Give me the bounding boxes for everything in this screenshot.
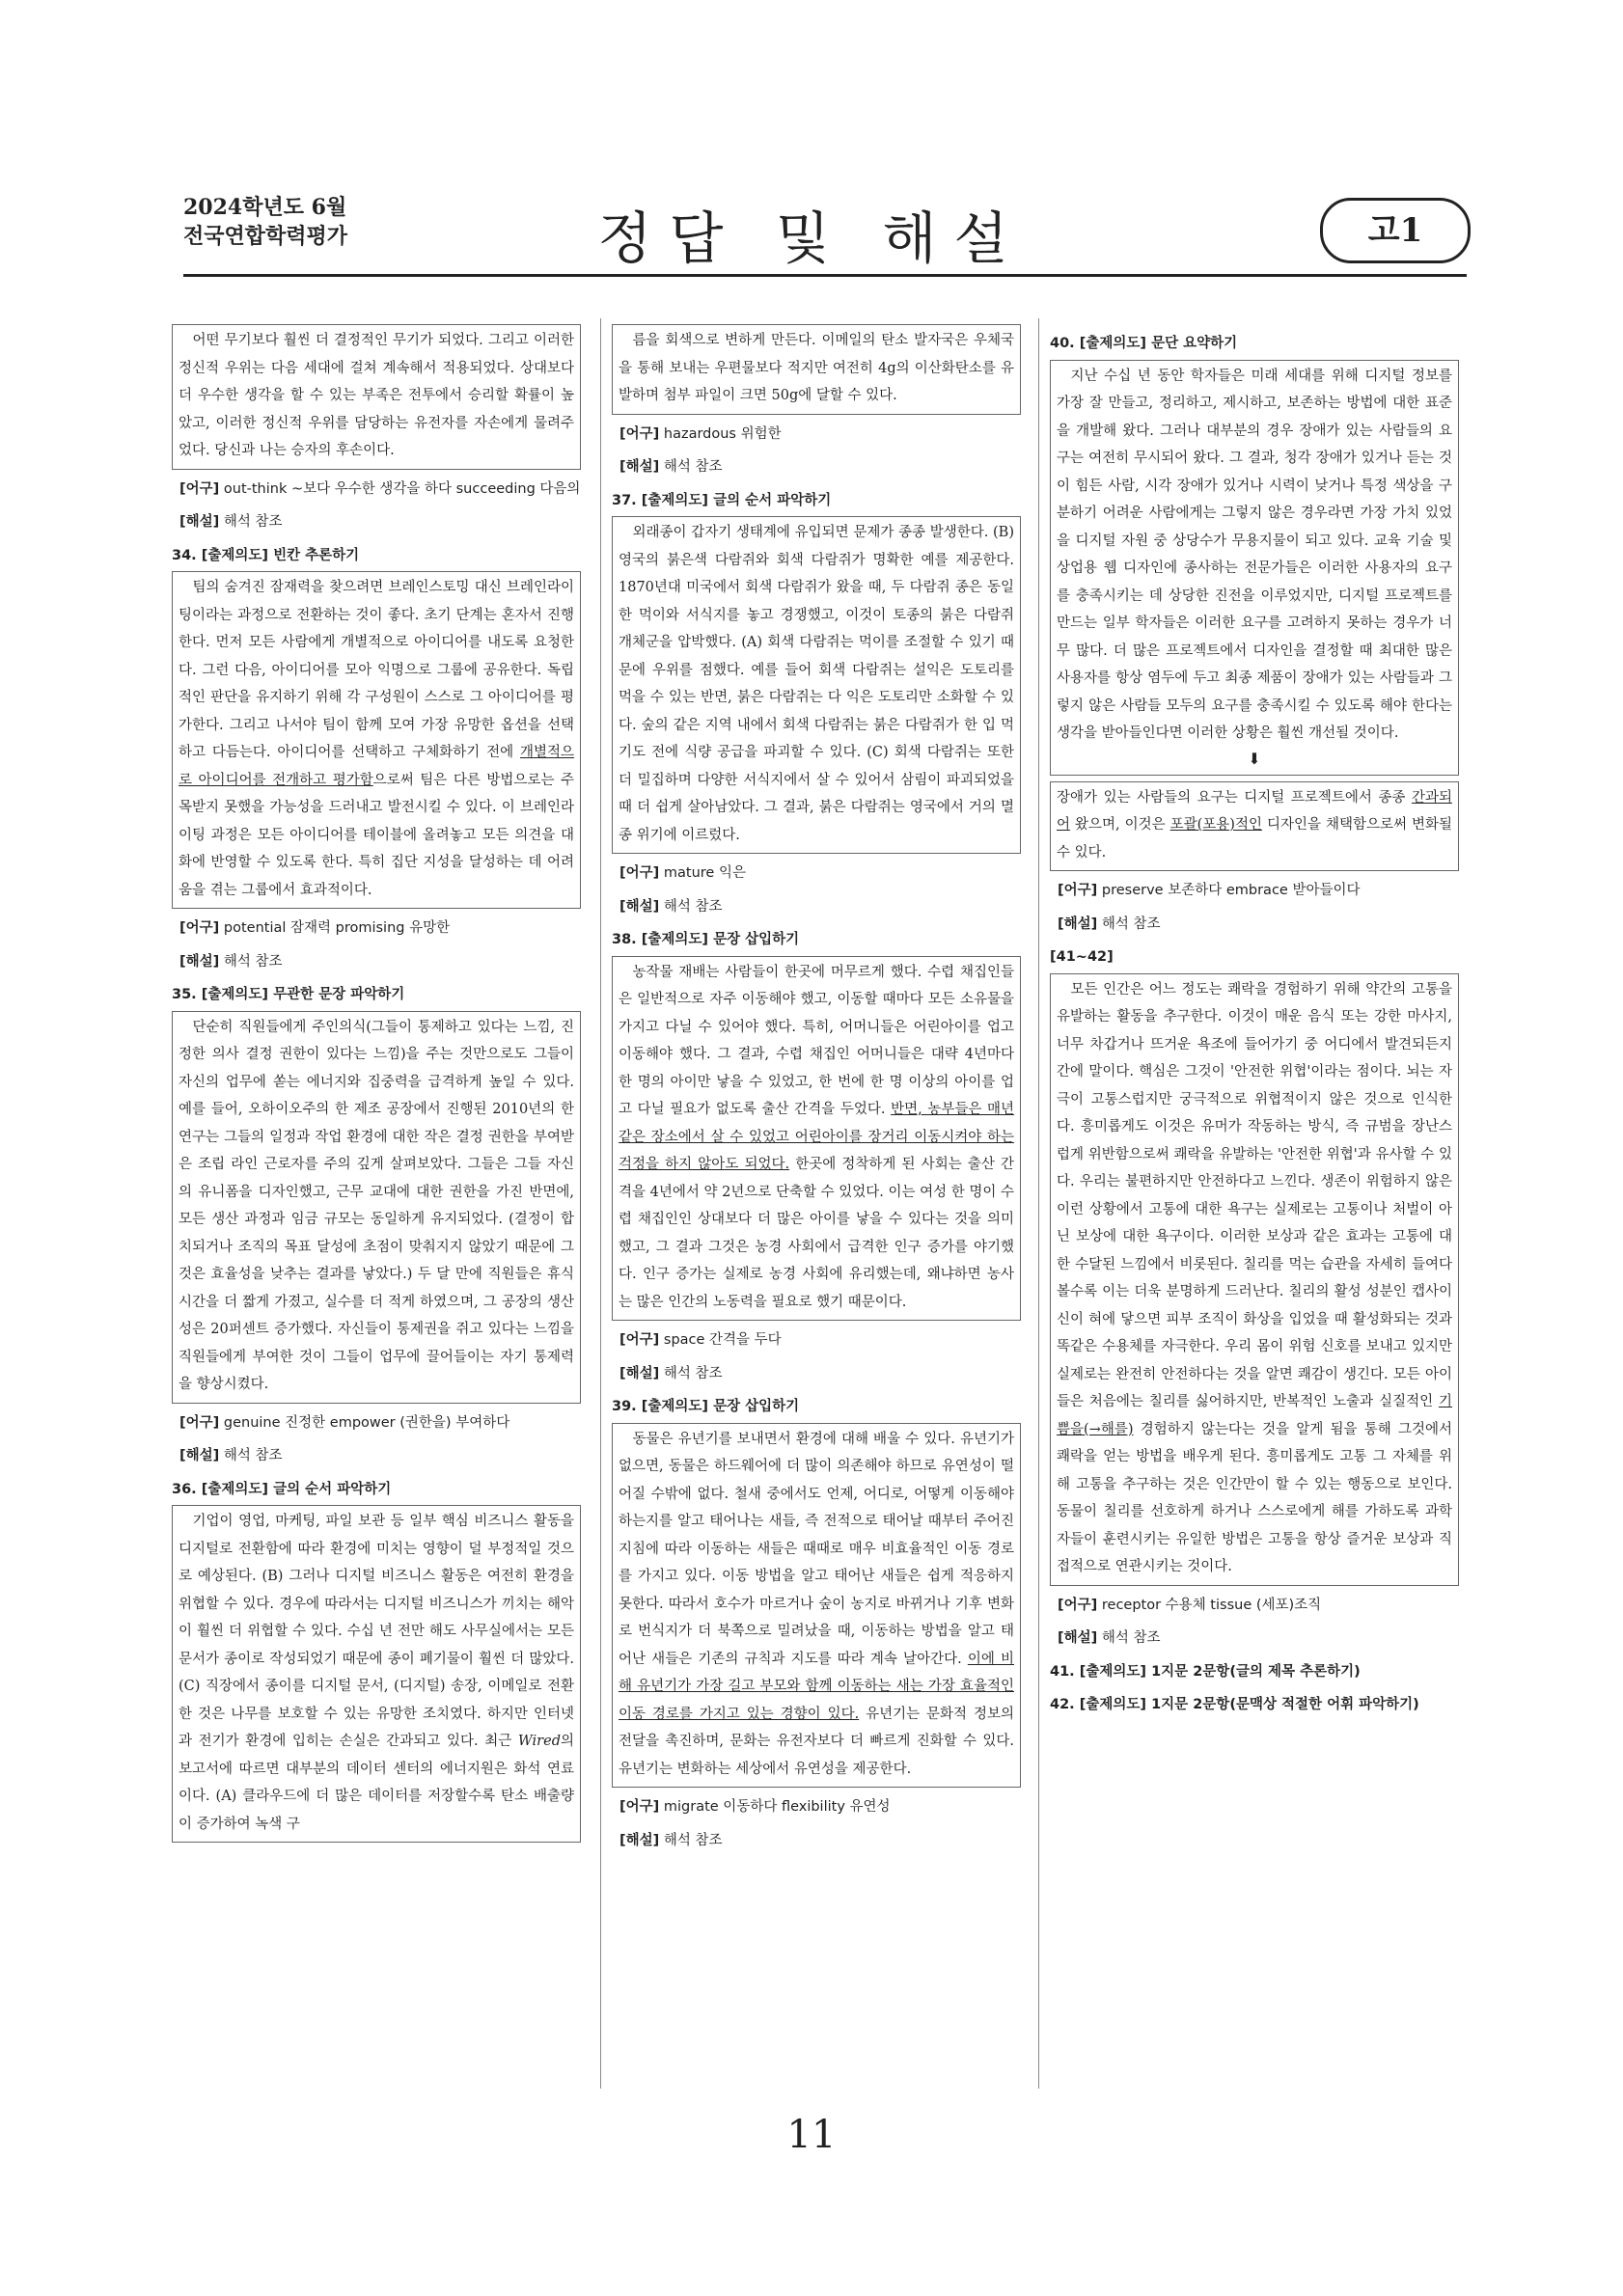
question-41-title: 41. [출제의도] 1지문 2문항(글의 제목 추론하기) [1050,1663,1361,1680]
vocab-40: [어구] preserve 보존하다 embrace 받아들이다 [1058,883,1361,898]
grade-badge: 고1 [1320,198,1471,263]
vocab-41: [어구] receptor 수용체 tissue (세포)조직 [1058,1597,1322,1613]
passage-41-42: 모든 인간은 어느 정도는 쾌락을 경험하기 위해 약간의 고통을 유발하는 활동을 추구한다. 이것이 매운 음식 또는 강한 마사지, 너무 차갑거나 뜨거운 욕조에 들어가기 중 어디에서 발견되든지 간에 말이다. 핵심은 그것이 '안전한 위협'이라는 점이다. 뇌는 자극이 고통스럽지만 궁극적으로 위협적이지 않은 것으로 인식한다. 흥미롭게도 이것은 유머가 작동하는 방식, 즉 규범을 장난스럽게 위반함으로써 쾌락을 유발하는 '안전한 위협'과 유사할 수 있다. 우리는 불편하지만 안전하다고 느낀다. 생존이 위험하지 않은 이런 상황에서 고통에 대한 욕구는 실제로는 고통이나 처벌이 아닌 보상에 대한 욕구이다. 이러한 보상과 같은 효과는 고통에 대한 수달된 느낌에서 비롯된다. 칠리를 먹는 습관을 자세히 들여다볼수록 이는 더욱 분명하게 드러난다. 칠리의 활성 성분인 캡사이신이 혀에 닿으면 피부 조직이 화상을 입었을 때 활성화되는 것과 똑같은 수용체를 자극한다. 우리 몸이 위험 신호를 보내고 있지만 실제로는 완전히 안전하다는 것을 알면 쾌감이 생긴다. 모든 아이들은 처음에는 칠리를 싫어하지만, 반복적인 노출과 실질적인 기쁨을(→해를) 경험하지 않는다는 것을 알게 됨을 통해 그것에서 쾌락을 얻는 방법을 배우게 된다. 흥미롭게도 고통 그 자체를 위해 고통을 추구하는 것은 인간만이 할 수 있는 행동으로 보인다. 동물이 칠리를 선호하게 하거나 스스로에게 해를 가하도록 과학자들이 훈련시키는 유일한 방법은 고통을 항상 즐거운 보상과 직접적으로 연관시키는 것이다. [1050,973,1459,1586]
passage-39: 동물은 유년기를 보내면서 환경에 대해 배울 수 있다. 유년기가 없으면, 동물은 하드웨어에 더 많이 의존해야 하므로 유연성이 떨어질 수밖에 없다. 철새 중에서도 언제, 어디로, 어떻게 이동해야 하는지를 알고 태어나는 새들, 즉 전적으로 태어날 때부터 주어진 지침에 따라 이동하는 새들은 때때로 매우 비효율적인 이동 경로를 가지고 있다. 이동 방법을 알고 태어난 새들은 쉽게 적응하지 못한다. 따라서 호수가 마르거나 숲이 농지로 바뀌거나 기후 변화로 번식지가 더 북쪽으로 밀려났을 때, 이동하는 방법을 알고 태어난 새들은 기존의 규칙과 지도를 따라 계속 날아간다. 이에 비해 유년기가 가장 길고 부모와 함께 이동하는 새는 가장 효율적인 이동 경로를 가지고 있는 경향이 있다. 유년기는 문화적 정보의 전달을 촉진하며, 문화는 유전자보다 더 빠르게 진화할 수 있다. 유년기는 변화하는 세상에서 유연성을 제공한다. [612,1423,1021,1789]
summary-40: 장애가 있는 사람들의 요구는 디지털 프로젝트에서 종종 간과되어 왔으며, 이것은 포괄(포용)적인 디자인을 채택함으로써 변화될 수 있다. [1050,781,1459,872]
page-title: 정답 및 해설 [597,205,1026,271]
year-line: 2024학년도 6월 [183,195,347,220]
exam-name: 전국연합학력평가 [183,224,348,249]
explanation-41: [해설] 해석 참조 [1058,1630,1161,1646]
question-42-title: 42. [출제의도] 1지문 2문항(문맥상 적절한 어휘 파악하기) [1050,1697,1419,1712]
vocab-35: [어구] genuine 진정한 empower (권한을) 부여하다 [179,1414,510,1431]
column-2 [612,324,1021,2090]
question-37-title: 37. [출제의도] 글의 순서 파악하기 [612,492,832,508]
down-arrow-icon: ⬇ [1248,749,1261,768]
passage-37: 외래종이 갑자기 생태계에 유입되면 문제가 종종 발생한다. (B) 영국의 붉은색 다람쥐와 회색 다람쥐가 명확한 예를 제공한다. 1870년대 미국에서 회색 다람쥐가 왔을 때, 두 다람쥐 종은 동일한 먹이와 서식지를 놓고 경쟁했고, 이것이 토종의 붉은 다람쥐 개체군을 압박했다. (A) 회색 다람쥐는 먹이를 조절할 수 있기 때문에 우위를 점했다. 예를 들어 회색 다람쥐는 설익은 도토리를 먹을 수 있는 반면, 붉은 다람쥐는 다 익은 도토리만 소화할 수 있다. 숲의 같은 지역 내에서 회색 다람쥐는 붉은 다람쥐가 한 입 먹기도 전에 식량 공급을 파괴할 수 있다. (C) 회색 다람쥐는 또한 더 밀집하며 다양한 서식지에서 살 수 있어서 삼림이 파괴되었을 때 더 쉽게 살아남았다. 그 결과, 붉은 다람쥐는 영국에서 거의 멸종 위기에 이르렀다. [612,516,1021,854]
explanation-37: [해설] 해석 참조 [619,898,723,915]
question-40-title: 40. [출제의도] 문단 요약하기 [1050,336,1238,351]
question-35-title: 35. [출제의도] 무관한 문장 파악하기 [172,987,405,1002]
question-34-title: 34. [출제의도] 빈칸 추론하기 [172,547,360,563]
vocab-36: [어구] hazardous 위험한 [619,425,782,442]
passage-33-end: 어떤 무기보다 훨씬 더 결정적인 무기가 되었다. 그리고 이러한 정신적 우위는 다음 세대에 걸쳐 계속해서 적용되었다. 상대보다 더 우수한 생각을 할 수 있는 부족은 전투에서 승리할 확률이 높았고, 이러한 정신적 우위를 담당하는 유전자를 자손에게 물려주었다. 당신과 나는 승자의 후손이다. [172,324,581,470]
explanation-40: [해설] 해석 참조 [1058,916,1161,932]
vocab-38: [어구] space 간격을 두다 [619,1332,782,1348]
vocab-33: [어구] out-think ~보다 우수한 생각을 하다 succeeding 다음의 [179,480,581,497]
passage-35: 단순히 직원들에게 주인의식(그들이 통제하고 있다는 느낌, 진정한 의사 결정 권한이 있다는 느낌)을 주는 것만으로도 그들이 자신의 업무에 쏟는 에너지와 집중력을 급격하게 높일 수 있다. 예를 들어, 오하이오주의 한 제조 공장에서 진행된 2010년의 한 연구는 그들의 일정과 작업 환경에 대한 작은 결정 권한을 부여받은 조립 라인 근로자를 주의 깊게 살펴보았다. 그들은 그들 자신의 유니폼을 디자인했고, 근무 교대에 대한 권한을 가진 반면에, 모든 생산 과정과 임금 규모는 동일하게 유지되었다. (결정이 합치되거나 조직의 목표 달성에 초점이 맞춰지지 않았기 때문에 그것은 효율성을 낮추는 결과를 낳았다.) 두 달 만에 직원들은 휴식 시간을 더 짧게 가졌고, 실수를 더 적게 하였으며, 그 공장의 생산성은 20퍼센트 증가했다. 자신들이 통제권을 쥐고 있다는 느낌을 직원들에게 부여한 것이 그들이 업무에 끌어들이는 자기 통제력을 향상시켰다. [172,1011,581,1404]
explanation-33: [해설] 해석 참조 [179,514,283,530]
column-divider [600,318,601,2089]
vocab-39: [어구] migrate 이동하다 flexibility 유연성 [619,1799,891,1815]
explanation-38: [해설] 해석 참조 [619,1365,723,1381]
explanation-35: [해설] 해석 참조 [179,1448,283,1463]
header-rule [183,274,1467,277]
column-divider [1038,318,1039,2089]
question-39-title: 39. [출제의도] 문장 삽입하기 [612,1399,800,1414]
passage-34: 팀의 숨겨진 잠재력을 찾으려면 브레인스토밍 대신 브레인라이팅이라는 과정으로 전환하는 것이 좋다. 초기 단계는 혼자서 진행한다. 먼저 모든 사람에게 개별적으로 아이디어를 내도록 요청한다. 그런 다음, 아이디어를 모아 익명으로 그룹에 공유한다. 독립적인 판단을 유지하기 위해 각 구성원이 스스로 그 아이디어를 평가한다. 그리고 나서야 팀이 함께 모여 가장 유망한 옵션을 선택하고 다듬는다. 아이디어를 선택하고 구체화하기 전에 개별적으로 아이디어를 전개하고 평가함으로써 팀은 다른 방법으로는 주목받지 못했을 가능성을 드러내고 발전시킬 수 있다. 이 브레인라이팅 과정은 모든 아이디어를 테이블에 올려놓고 모든 의견을 대화에 반영할 수 있도록 한다. 특히 집단 지성을 달성하는 데 어려움을 겪는 그룹에서 효과적이다. [172,571,581,909]
explanation-34: [해설] 해석 참조 [179,953,283,970]
question-38-title: 38. [출제의도] 문장 삽입하기 [612,932,800,947]
question-36-title: 36. [출제의도] 글의 순서 파악하기 [172,1481,392,1497]
column-3 [1050,324,1459,2090]
passage-36: 기업이 영업, 마케팅, 파일 보관 등 일부 핵심 비즈니스 활동을 디지털로 전환함에 따라 환경에 미치는 영향이 덜 부정적일 것으로 예상된다. (B) 그러나 디지털 비즈니스 활동은 여전히 환경을 위협할 수 있다. 경우에 따라서는 디지털 비즈니스가 끼치는 해악이 훨씬 더 위협할 수 있다. 수십 년 전만 해도 사무실에서는 모든 문서가 종이로 작성되었기 때문에 종이 폐기물이 훨씬 더 많았다. (C) 직장에서 종이를 디지털 문서, (디지털) 송장, 이메일로 전환한 것은 나무를 보호할 수 있는 유망한 조치였다. 하지만 인터넷과 전기가 환경에 입히는 손실은 간과되고 있다. 최근 Wired의 보고서에 따르면 대부분의 데이터 센터의 에너지원은 화석 연료이다. (A) 클라우드에 더 많은 데이터를 저장할수록 탄소 배출량이 증가하여 녹색 구 [172,1505,581,1843]
passage-36-end: 름을 회색으로 변하게 만든다. 이메일의 탄소 발자국은 우체국을 통해 보내는 우편물보다 적지만 여전히 4g의 이산화탄소를 유발하며 첨부 파일이 크면 50g에 달할 수 있다. [612,324,1021,415]
column-1 [172,324,581,2090]
range-41-42: [41~42] [1050,949,1114,965]
vocab-34: [어구] potential 잠재력 promising 유망한 [179,920,451,936]
vocab-37: [어구] mature 익은 [619,865,746,881]
passage-38: 농작물 재배는 사람들이 한곳에 머무르게 했다. 수렵 채집인들은 일반적으로 자주 이동해야 했고, 이동할 때마다 모든 소유물을 가지고 다닐 수 있어야 했다. 특히, 어머니들은 어린아이를 업고 이동해야 했다. 그 결과, 수렵 채집인 어머니들은 대략 4년마다 한 명의 아이만 낳을 수 있었고, 한 번에 한 명 이상의 아이를 업고 다닐 필요가 없도록 출산 간격을 두었다. 반면, 농부들은 매년 같은 장소에서 살 수 있었고 어린아이를 장거리 이동시켜야 하는 걱정을 하지 않아도 되었다. 한곳에 정착하게 된 사회는 출산 간격을 4년에서 약 2년으로 단축할 수 있었다. 이는 여성 한 명이 수렵 채집인인 상대보다 더 많은 아이를 낳을 수 있다는 것을 의미했고, 그 결과 그것은 농경 사회에서 급격한 인구 증가를 야기했다. 인구 증가는 실제로 농경 사회에 유리했는데, 왜냐하면 농사는 많은 인간의 노동력을 필요로 했기 때문이다. [612,956,1021,1322]
page-number: 11 [786,2113,837,2157]
passage-40: 지난 수십 년 동안 학자들은 미래 세대를 위해 디지털 정보를 가장 잘 만들고, 정리하고, 제시하고, 보존하는 방법에 대한 표준을 개발해 왔다. 그러나 대부분의 경우 장애가 있는 사람들의 요구는 여전히 무시되어 왔다. 그 결과, 청각 장애가 있거나 듣는 것이 힘든 사람, 시각 장애가 있거나 시력이 낮거나 특정 색상을 구분하기 어려운 사람에게는 그렇지 않은 경우라면 가장 가치 있었을 디지털 자원 중 상당수가 무용지물이 되고 있다. 교육 기술 및 상업용 웹 디자인에 종사하는 전문가들은 이러한 사용자의 요구를 충족시키는 데 상당한 진전을 이루었지만, 디지털 프로젝트를 만드는 일부 학자들은 이러한 요구를 고려하지 못하는 경우가 너무 많다. 더 많은 프로젝트에서 디자인을 결정할 때 최대한 많은 사용자를 항상 염두에 두고 최종 제품이 장애가 있는 사람들과 그렇지 않은 사람들 모두의 요구를 충족시킬 수 있도록 해야 한다는 생각을 받아들인다면 이러한 상황은 훨씬 개선될 것이다. ⬇ [1050,360,1459,776]
explanation-39: [해설] 해석 참조 [619,1832,723,1848]
explanation-36: [해설] 해석 참조 [619,459,723,475]
